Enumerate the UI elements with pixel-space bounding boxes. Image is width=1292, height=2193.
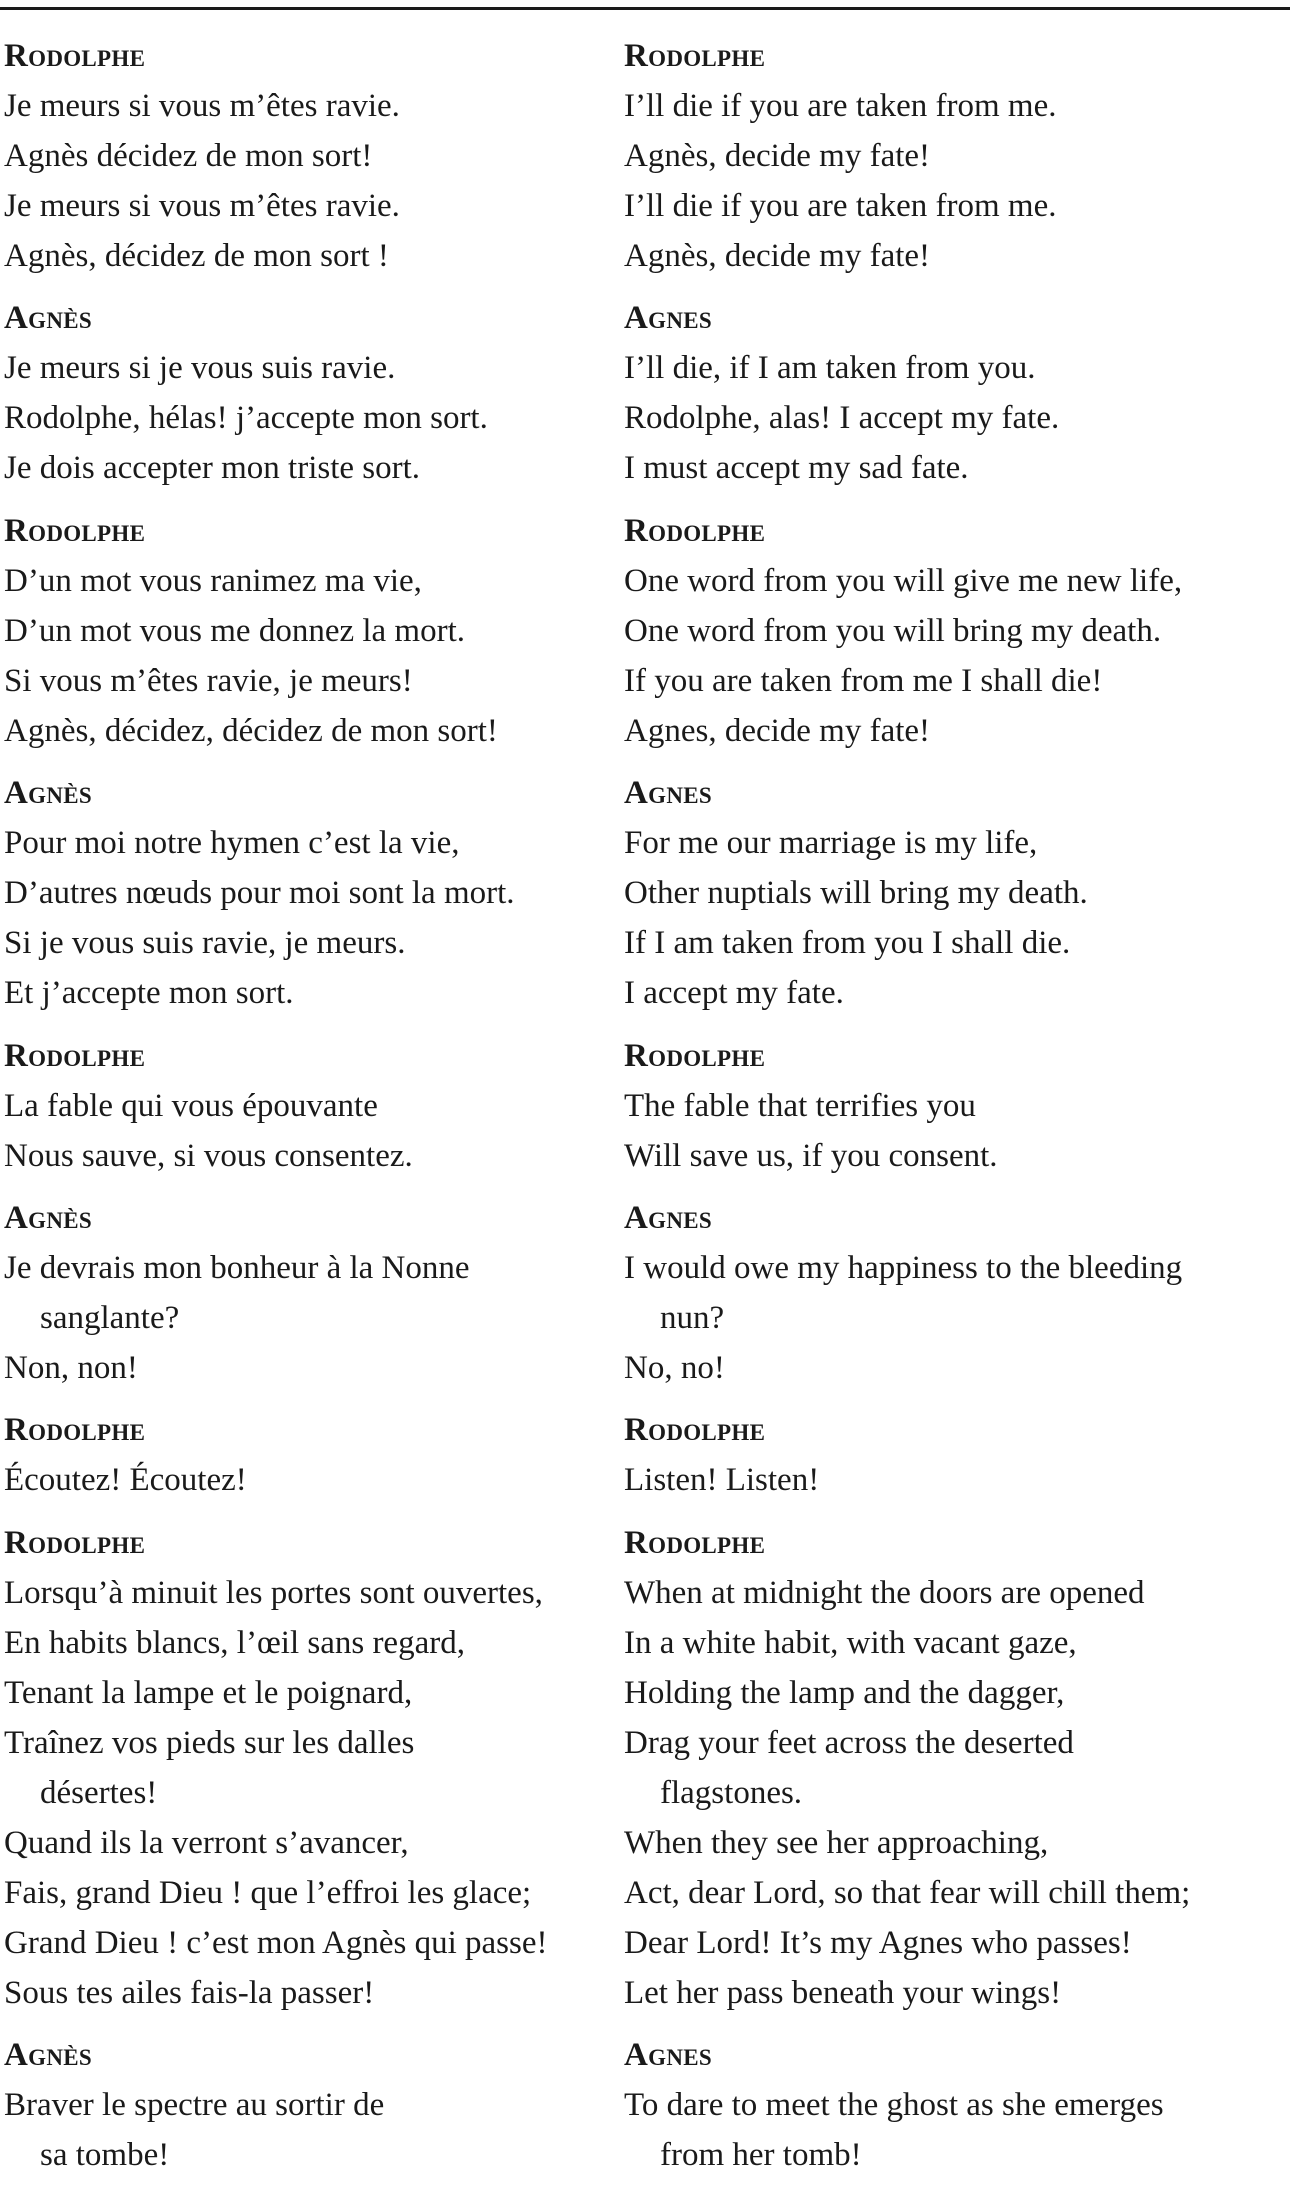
verse-line: nun? <box>660 1299 725 1336</box>
french-column <box>4 31 624 2193</box>
speaker-name: Agnès <box>4 2037 92 2074</box>
speech-block <box>4 768 624 1018</box>
verse-line: Rodolphe, hélas! j’accepte mon sort. <box>4 400 488 437</box>
verse-line: sa tombe! <box>40 2137 170 2174</box>
speaker-name: Agnès <box>4 1199 92 1236</box>
speech-block <box>624 1031 1288 1181</box>
verse-line: D’un mot vous ranimez ma vie, <box>4 562 422 599</box>
verse-line: Other nuptials will bring my death. <box>624 875 1088 912</box>
verse-line: Agnès, decide my fate! <box>624 238 931 274</box>
verse-line: D’autres nœuds pour moi sont la mort. <box>4 875 515 912</box>
verse-line: In a white habit, with vacant gaze, <box>624 1624 1077 1661</box>
verse-line: Agnès, decide my fate! <box>624 138 931 174</box>
verse-line: For me our marriage is my life, <box>624 825 1038 862</box>
speaker-name: Agnès <box>4 775 92 812</box>
verse-line: No, no! <box>624 1349 725 1386</box>
verse-line: Si vous m’êtes ravie, je meurs! <box>4 662 413 699</box>
speaker-name: Rodolphe <box>624 1037 766 1074</box>
verse-line: Rodolphe, alas! I accept my fate. <box>624 400 1060 437</box>
verse-line: Dear Lord! It’s my Agnes who passes! <box>624 1924 1132 1961</box>
speech-block <box>4 1405 624 1505</box>
speaker-name: Rodolphe <box>4 38 146 74</box>
verse-line: Let her pass beneath your wings! <box>624 1974 1062 2011</box>
top-rule <box>0 7 1290 10</box>
speech-block <box>4 1031 624 1181</box>
verse-line: Agnes, decide my fate! <box>624 712 931 749</box>
verse-line: Je meurs si je vous suis ravie. <box>4 350 396 387</box>
verse-line: Je dois accepter mon triste sort. <box>4 450 421 487</box>
verse-line: Je meurs si vous m’êtes ravie. <box>4 88 400 124</box>
speaker-name: Rodolphe <box>4 1524 146 1561</box>
verse-line: Listen! Listen! <box>624 1462 820 1499</box>
speech-block <box>624 1405 1288 1505</box>
verse-line: Si je vous suis ravie, je meurs. <box>4 925 406 962</box>
verse-line: Act, dear Lord, so that fear will chill them; <box>624 1874 1191 1911</box>
speaker-name: Rodolphe <box>624 1412 766 1449</box>
verse-line: I’ll die, if I am taken from you. <box>624 350 1036 387</box>
verse-line: Braver le spectre au sortir de <box>4 2087 385 2124</box>
verse-line: Traînez vos pieds sur les dalles <box>4 1724 415 1761</box>
verse-line: When at midnight the doors are opened <box>624 1574 1145 1611</box>
speaker-name: Agnes <box>624 1199 712 1236</box>
speaker-name: Rodolphe <box>624 512 766 549</box>
speech-block <box>4 506 624 756</box>
verse-line: Nous sauve, si vous consentez. <box>4 1137 413 1174</box>
speaker-name: Rodolphe <box>624 38 766 74</box>
verse-line: I accept my fate. <box>624 975 844 1012</box>
verse-line: Tenant la lampe et le poignard, <box>4 1674 413 1711</box>
verse-line: Holding the lamp and the dagger, <box>624 1674 1065 1711</box>
speech-block <box>624 2030 1288 2180</box>
verse-line: Will save us, if you consent. <box>624 1137 998 1174</box>
speech-block <box>624 31 1288 281</box>
verse-line: I would owe my happiness to the bleeding <box>624 1249 1183 1286</box>
verse-line: Grand Dieu ! c’est mon Agnès qui passe! <box>4 1924 548 1961</box>
verse-line: If I am taken from you I shall die. <box>624 925 1071 962</box>
verse-line: La fable qui vous épouvante <box>4 1087 378 1124</box>
verse-line: To dare to meet the ghost as she emerges <box>624 2087 1164 2124</box>
speech-block <box>624 293 1288 493</box>
verse-line: D’un mot vous me donnez la mort. <box>4 612 466 649</box>
speech-block <box>4 293 624 493</box>
english-column <box>624 31 1288 2193</box>
verse-line: Non, non! <box>4 1349 138 1386</box>
verse-line: Quand ils la verront s’avancer, <box>4 1824 409 1861</box>
speech-block <box>624 1193 1288 1393</box>
verse-line: One word from you will give me new life, <box>624 562 1183 599</box>
speaker-name: Rodolphe <box>4 512 146 549</box>
speech-block <box>4 1193 624 1393</box>
speech-block <box>624 768 1288 1018</box>
verse-line: Pour moi notre hymen c’est la vie, <box>4 825 460 862</box>
verse-line: The fable that terrifies you <box>624 1087 976 1124</box>
verse-line: Je meurs si vous m’êtes ravie. <box>4 188 400 224</box>
verse-line: flagstones. <box>660 1774 803 1811</box>
speech-block <box>624 506 1288 756</box>
verse-line: Agnès, décidez de mon sort ! <box>4 238 389 274</box>
speech-block <box>4 2030 624 2180</box>
verse-line: I’ll die if you are taken from me. <box>624 188 1057 224</box>
verse-line: Agnès décidez de mon sort! <box>4 138 373 174</box>
speaker-name: Agnes <box>624 775 712 812</box>
verse-line: I’ll die if you are taken from me. <box>624 88 1057 124</box>
speech-block <box>624 1518 1288 2018</box>
verse-line: If you are taken from me I shall die! <box>624 662 1103 699</box>
verse-line: One word from you will bring my death. <box>624 612 1162 649</box>
verse-line: Lorsqu’à minuit les portes sont ouvertes, <box>4 1574 543 1611</box>
speech-block <box>4 31 624 281</box>
verse-line: désertes! <box>40 1774 158 1811</box>
speaker-name: Rodolphe <box>4 1412 146 1449</box>
verse-line: En habits blancs, l’œil sans regard, <box>4 1624 465 1661</box>
speech-block <box>4 1518 624 2018</box>
verse-line: Drag your feet across the deserted <box>624 1724 1074 1761</box>
verse-line: When they see her approaching, <box>624 1824 1049 1861</box>
speaker-name: Agnes <box>624 300 712 337</box>
speaker-name: Rodolphe <box>4 1037 146 1074</box>
verse-line: I must accept my sad fate. <box>624 450 969 487</box>
verse-line: Écoutez! Écoutez! <box>4 1462 247 1499</box>
verse-line: Agnès, décidez, décidez de mon sort! <box>4 712 498 749</box>
speaker-name: Agnès <box>4 300 92 337</box>
speaker-name: Rodolphe <box>624 1524 766 1561</box>
verse-line: Et j’accepte mon sort. <box>4 975 294 1012</box>
verse-line: Fais, grand Dieu ! que l’effroi les glace; <box>4 1874 532 1911</box>
speaker-name: Agnes <box>624 2037 712 2074</box>
verse-line: from her tomb! <box>660 2137 862 2174</box>
verse-line: sanglante? <box>40 1299 180 1336</box>
verse-line: Sous tes ailes fais-la passer! <box>4 1974 375 2011</box>
libretto-columns <box>4 31 1288 2193</box>
verse-line: Je devrais mon bonheur à la Nonne <box>4 1249 470 1286</box>
